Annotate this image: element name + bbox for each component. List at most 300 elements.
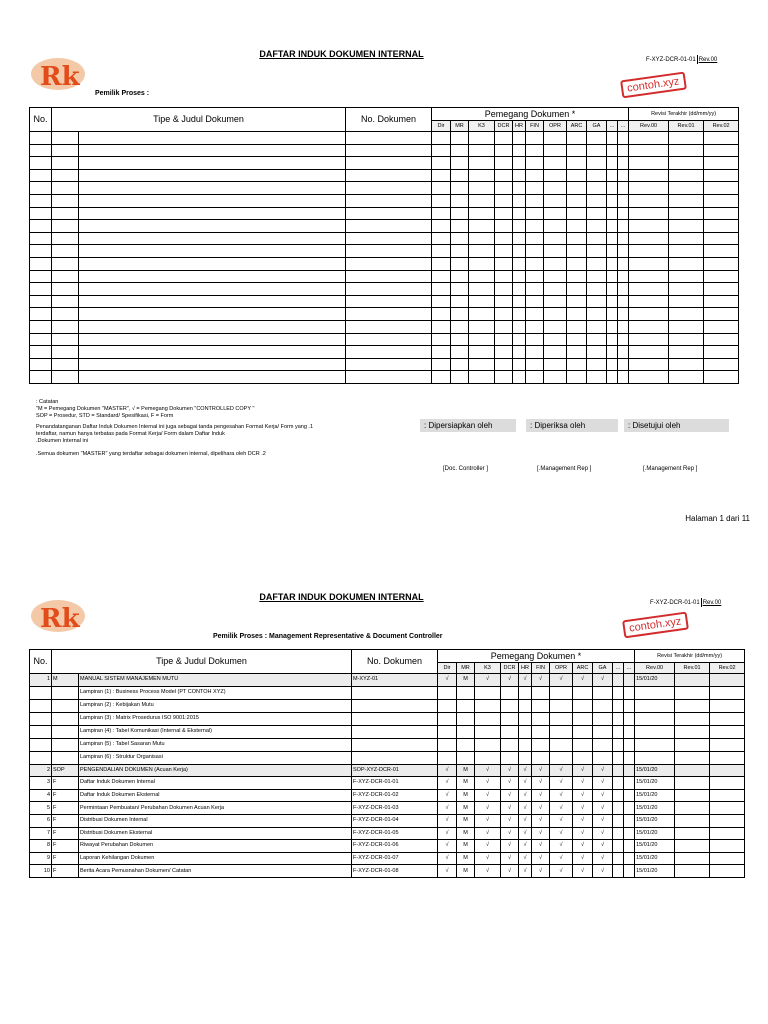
empty-cell xyxy=(30,245,52,258)
col-no: No. xyxy=(30,650,52,674)
empty-cell xyxy=(432,245,451,258)
empty-cell xyxy=(567,283,587,296)
holder-mark: √ xyxy=(519,865,532,878)
holder-mark xyxy=(593,686,613,699)
row-type: F xyxy=(52,802,79,815)
page-number: Halaman 1 dari 11 xyxy=(685,514,750,523)
holder-mark: √ xyxy=(519,840,532,853)
empty-cell xyxy=(451,333,469,346)
holder-mark: √ xyxy=(550,840,573,853)
empty-cell xyxy=(587,144,607,157)
holder-mark: √ xyxy=(519,674,532,687)
empty-cell xyxy=(79,358,346,371)
empty-cell xyxy=(704,182,739,195)
empty-cell xyxy=(618,207,629,220)
holder-mark: M xyxy=(457,852,475,865)
holder-mark xyxy=(613,674,624,687)
empty-cell xyxy=(526,295,544,308)
document-register-table-empty xyxy=(29,107,739,384)
empty-cell xyxy=(544,346,567,359)
table-row xyxy=(30,738,745,751)
empty-cell xyxy=(79,132,346,145)
empty-cell xyxy=(629,182,669,195)
holder-mark xyxy=(475,686,501,699)
holder-mark: √ xyxy=(550,865,573,878)
empty-cell xyxy=(544,257,567,270)
table-row xyxy=(30,712,745,725)
table-row xyxy=(30,686,745,699)
holder-mark: √ xyxy=(519,827,532,840)
empty-cell xyxy=(629,308,669,321)
row-type xyxy=(52,725,79,738)
holder-mark xyxy=(624,777,635,790)
note-line: Penandatanganan Daftar Induk Dokumen Internal ini juga sebagai tanda pengesahan Format Kerja/ Form yang .1 xyxy=(36,424,314,430)
empty-cell xyxy=(567,169,587,182)
empty-cell xyxy=(629,283,669,296)
empty-cell xyxy=(587,371,607,384)
holder-mark: √ xyxy=(532,814,550,827)
holder-mark: √ xyxy=(519,814,532,827)
holder-mark: √ xyxy=(550,827,573,840)
empty-cell xyxy=(704,245,739,258)
empty-cell xyxy=(30,220,52,233)
holder-col-header: ... xyxy=(607,121,618,132)
empty-cell xyxy=(607,371,618,384)
holder-mark: √ xyxy=(519,802,532,815)
row-rev02 xyxy=(710,789,745,802)
empty-cell xyxy=(629,257,669,270)
empty-cell xyxy=(513,220,526,233)
holder-col-header: K3 xyxy=(475,663,501,674)
holder-mark: M xyxy=(457,865,475,878)
empty-cell xyxy=(567,157,587,170)
row-number: 8 xyxy=(30,840,52,853)
empty-cell xyxy=(607,245,618,258)
holder-mark: √ xyxy=(532,840,550,853)
table-row xyxy=(30,852,745,865)
empty-cell xyxy=(346,257,432,270)
row-rev00 xyxy=(635,738,675,751)
holder-mark: √ xyxy=(532,674,550,687)
empty-cell xyxy=(346,144,432,157)
note-line: .Dokumen Internal ini xyxy=(36,438,88,444)
row-rev02 xyxy=(710,725,745,738)
empty-cell xyxy=(346,346,432,359)
empty-cell xyxy=(30,182,52,195)
empty-cell xyxy=(30,346,52,359)
empty-cell xyxy=(495,220,513,233)
empty-cell xyxy=(567,144,587,157)
empty-cell xyxy=(567,371,587,384)
empty-cell xyxy=(346,371,432,384)
empty-cell xyxy=(526,232,544,245)
empty-cell xyxy=(544,308,567,321)
holder-mark: √ xyxy=(532,852,550,865)
empty-cell xyxy=(451,220,469,233)
empty-cell xyxy=(469,320,495,333)
row-rev01 xyxy=(675,712,710,725)
empty-cell xyxy=(451,132,469,145)
empty-cell xyxy=(52,346,79,359)
empty-cell xyxy=(618,169,629,182)
empty-cell xyxy=(451,232,469,245)
empty-cell xyxy=(607,333,618,346)
row-rev01 xyxy=(675,814,710,827)
company-logo xyxy=(30,56,90,92)
empty-cell xyxy=(346,358,432,371)
empty-cell xyxy=(526,207,544,220)
holder-mark xyxy=(613,699,624,712)
holder-mark xyxy=(501,712,519,725)
row-rev01 xyxy=(675,852,710,865)
empty-cell xyxy=(432,182,451,195)
holder-mark xyxy=(613,712,624,725)
empty-cell xyxy=(52,308,79,321)
empty-row xyxy=(30,283,739,296)
empty-cell xyxy=(79,232,346,245)
holder-mark xyxy=(613,725,624,738)
holder-mark: √ xyxy=(501,789,519,802)
row-rev02 xyxy=(710,852,745,865)
col-type-title: Tipe & Judul Dokumen xyxy=(52,108,346,132)
empty-cell xyxy=(544,283,567,296)
empty-cell xyxy=(495,308,513,321)
empty-cell xyxy=(469,371,495,384)
row-title: Lampiran (6) : Struktur Organisasi xyxy=(79,751,352,764)
empty-cell xyxy=(669,371,704,384)
empty-cell xyxy=(79,283,346,296)
empty-cell xyxy=(704,283,739,296)
revision-code: Rev.00 xyxy=(702,600,722,607)
holder-mark xyxy=(532,751,550,764)
empty-row xyxy=(30,320,739,333)
empty-cell xyxy=(513,333,526,346)
col-last-revision: Revisi Terakhir (dd/mm/yy) xyxy=(629,108,739,121)
holder-col-header: MR xyxy=(457,663,475,674)
row-number xyxy=(30,725,52,738)
empty-cell xyxy=(618,194,629,207)
empty-cell xyxy=(526,132,544,145)
row-type: F xyxy=(52,827,79,840)
empty-cell xyxy=(451,245,469,258)
empty-cell xyxy=(669,308,704,321)
empty-cell xyxy=(346,232,432,245)
empty-cell xyxy=(587,194,607,207)
empty-cell xyxy=(469,346,495,359)
empty-cell xyxy=(30,295,52,308)
row-number: 3 xyxy=(30,777,52,790)
empty-cell xyxy=(451,358,469,371)
empty-cell xyxy=(587,295,607,308)
holder-mark xyxy=(613,814,624,827)
holder-mark: √ xyxy=(550,802,573,815)
row-rev00 xyxy=(635,725,675,738)
empty-cell xyxy=(704,371,739,384)
row-title: Lampiran (5) : Tabel Sasaran Mutu xyxy=(79,738,352,751)
empty-cell xyxy=(587,182,607,195)
holder-mark: √ xyxy=(438,814,457,827)
empty-cell xyxy=(432,308,451,321)
row-number xyxy=(30,738,52,751)
empty-cell xyxy=(469,245,495,258)
empty-cell xyxy=(52,320,79,333)
holder-mark: √ xyxy=(593,802,613,815)
holder-mark xyxy=(624,725,635,738)
empty-cell xyxy=(79,157,346,170)
empty-cell xyxy=(432,232,451,245)
empty-cell xyxy=(432,358,451,371)
holder-mark: M xyxy=(457,814,475,827)
empty-cell xyxy=(52,358,79,371)
holder-mark: √ xyxy=(532,802,550,815)
empty-cell xyxy=(346,220,432,233)
holder-mark: M xyxy=(457,840,475,853)
row-doc-number xyxy=(352,712,438,725)
row-title: Distribusi Dokumen Internal xyxy=(79,814,352,827)
holder-mark: √ xyxy=(573,674,593,687)
holder-mark xyxy=(613,802,624,815)
empty-row xyxy=(30,207,739,220)
empty-cell xyxy=(669,257,704,270)
empty-cell xyxy=(30,270,52,283)
empty-cell xyxy=(495,333,513,346)
row-doc-number: SOP-XYZ-DCR-01 xyxy=(352,764,438,777)
row-type: F xyxy=(52,865,79,878)
holder-mark xyxy=(573,686,593,699)
empty-cell xyxy=(567,346,587,359)
holder-mark xyxy=(613,764,624,777)
empty-cell xyxy=(513,283,526,296)
empty-cell xyxy=(607,257,618,270)
empty-cell xyxy=(30,371,52,384)
empty-cell xyxy=(629,220,669,233)
empty-cell xyxy=(544,333,567,346)
holder-mark: √ xyxy=(475,814,501,827)
holder-mark xyxy=(593,738,613,751)
holder-mark: √ xyxy=(438,865,457,878)
holder-mark xyxy=(532,712,550,725)
empty-row xyxy=(30,232,739,245)
holder-mark: √ xyxy=(475,865,501,878)
holder-mark xyxy=(624,852,635,865)
empty-cell xyxy=(79,194,346,207)
empty-cell xyxy=(544,358,567,371)
empty-cell xyxy=(587,207,607,220)
holder-mark xyxy=(613,789,624,802)
process-owner-label: Pemilik Proses : xyxy=(95,90,150,97)
empty-cell xyxy=(587,333,607,346)
empty-cell xyxy=(346,283,432,296)
holder-mark: √ xyxy=(573,789,593,802)
empty-cell xyxy=(587,358,607,371)
row-type: F xyxy=(52,789,79,802)
empty-cell xyxy=(469,169,495,182)
empty-cell xyxy=(526,320,544,333)
empty-row xyxy=(30,270,739,283)
empty-cell xyxy=(607,220,618,233)
row-rev02 xyxy=(710,865,745,878)
empty-cell xyxy=(495,346,513,359)
empty-cell xyxy=(629,169,669,182)
empty-cell xyxy=(526,371,544,384)
row-number: 5 xyxy=(30,802,52,815)
holder-mark xyxy=(457,699,475,712)
holder-col-header: FIN xyxy=(526,121,544,132)
row-rev00: 15/01/20 xyxy=(635,852,675,865)
empty-cell xyxy=(495,320,513,333)
row-rev01 xyxy=(675,789,710,802)
process-owner-label: Pemilik Proses : Management Representative & Document Controller xyxy=(213,633,443,640)
holder-mark: √ xyxy=(550,814,573,827)
empty-cell xyxy=(526,283,544,296)
empty-cell xyxy=(618,182,629,195)
empty-cell xyxy=(469,144,495,157)
empty-cell xyxy=(607,295,618,308)
holder-mark xyxy=(475,725,501,738)
holder-mark xyxy=(624,802,635,815)
note-line: terdaftar, namun hanya terbatas pada Format Kerja/ Form dalam Daftar Induk xyxy=(36,431,225,437)
holder-mark: √ xyxy=(593,789,613,802)
empty-cell xyxy=(587,245,607,258)
holder-mark: √ xyxy=(438,852,457,865)
holder-col-header: Dir xyxy=(438,663,457,674)
holder-mark: √ xyxy=(501,674,519,687)
holder-mark xyxy=(532,725,550,738)
row-title: Riwayat Perubahan Dokumen xyxy=(79,840,352,853)
row-number: 1 xyxy=(30,674,52,687)
empty-cell xyxy=(607,157,618,170)
empty-cell xyxy=(30,132,52,145)
empty-cell xyxy=(451,144,469,157)
holder-mark: √ xyxy=(519,789,532,802)
row-number: 4 xyxy=(30,789,52,802)
empty-cell xyxy=(52,270,79,283)
holder-mark: √ xyxy=(550,764,573,777)
empty-cell xyxy=(469,257,495,270)
empty-cell xyxy=(629,270,669,283)
holder-mark xyxy=(438,712,457,725)
table-row xyxy=(30,802,745,815)
empty-cell xyxy=(669,358,704,371)
empty-cell xyxy=(30,308,52,321)
empty-cell xyxy=(544,132,567,145)
document-page-2 xyxy=(0,576,768,1024)
empty-cell xyxy=(346,270,432,283)
empty-cell xyxy=(52,144,79,157)
empty-cell xyxy=(495,371,513,384)
empty-cell xyxy=(669,295,704,308)
holder-mark: √ xyxy=(501,777,519,790)
holder-mark: √ xyxy=(593,764,613,777)
empty-row xyxy=(30,308,739,321)
empty-cell xyxy=(52,245,79,258)
empty-cell xyxy=(451,283,469,296)
holder-col-header: K3 xyxy=(469,121,495,132)
empty-cell xyxy=(607,144,618,157)
empty-cell xyxy=(495,132,513,145)
holder-mark: √ xyxy=(438,789,457,802)
row-rev01 xyxy=(675,686,710,699)
row-doc-number: F-XYZ-DCR-01-02 xyxy=(352,789,438,802)
empty-cell xyxy=(469,157,495,170)
holder-mark: √ xyxy=(550,674,573,687)
holder-mark xyxy=(519,712,532,725)
holder-mark: √ xyxy=(532,789,550,802)
row-doc-number: F-XYZ-DCR-01-03 xyxy=(352,802,438,815)
holder-mark: √ xyxy=(593,852,613,865)
empty-cell xyxy=(469,207,495,220)
row-number: 2 xyxy=(30,764,52,777)
empty-cell xyxy=(629,144,669,157)
holder-mark: √ xyxy=(532,827,550,840)
row-rev00: 15/01/20 xyxy=(635,814,675,827)
empty-row xyxy=(30,346,739,359)
holder-mark xyxy=(573,738,593,751)
empty-cell xyxy=(567,182,587,195)
holder-mark: √ xyxy=(593,674,613,687)
empty-cell xyxy=(607,207,618,220)
holder-mark: √ xyxy=(501,840,519,853)
empty-cell xyxy=(513,358,526,371)
empty-cell xyxy=(544,182,567,195)
empty-cell xyxy=(704,144,739,157)
row-rev02 xyxy=(710,840,745,853)
empty-cell xyxy=(669,333,704,346)
empty-cell xyxy=(704,132,739,145)
empty-cell xyxy=(469,283,495,296)
empty-cell xyxy=(432,194,451,207)
row-rev00: 15/01/20 xyxy=(635,802,675,815)
holder-mark: M xyxy=(457,827,475,840)
empty-cell xyxy=(346,308,432,321)
table-row xyxy=(30,865,745,878)
empty-cell xyxy=(618,144,629,157)
holder-mark xyxy=(624,865,635,878)
holder-mark: M xyxy=(457,789,475,802)
empty-cell xyxy=(567,232,587,245)
empty-cell xyxy=(618,220,629,233)
sign-checked-name: [.Management Rep ] xyxy=(537,466,592,472)
empty-cell xyxy=(587,132,607,145)
empty-cell xyxy=(567,132,587,145)
row-rev02 xyxy=(710,712,745,725)
holder-mark xyxy=(613,865,624,878)
empty-cell xyxy=(513,207,526,220)
empty-cell xyxy=(607,283,618,296)
holder-mark: √ xyxy=(573,852,593,865)
empty-cell xyxy=(526,144,544,157)
empty-cell xyxy=(432,144,451,157)
row-rev01 xyxy=(675,699,710,712)
empty-cell xyxy=(629,194,669,207)
empty-cell xyxy=(30,257,52,270)
empty-cell xyxy=(544,232,567,245)
empty-cell xyxy=(669,245,704,258)
holder-mark: √ xyxy=(532,764,550,777)
empty-cell xyxy=(526,157,544,170)
empty-cell xyxy=(469,295,495,308)
empty-cell xyxy=(79,182,346,195)
empty-cell xyxy=(451,320,469,333)
row-doc-number: F-XYZ-DCR-01-01 xyxy=(352,777,438,790)
holder-mark: √ xyxy=(550,852,573,865)
empty-cell xyxy=(30,283,52,296)
holder-mark xyxy=(613,827,624,840)
empty-row xyxy=(30,358,739,371)
row-title: MANUAL SISTEM MANAJEMEN MUTU xyxy=(79,674,352,687)
empty-cell xyxy=(52,283,79,296)
empty-cell xyxy=(607,270,618,283)
